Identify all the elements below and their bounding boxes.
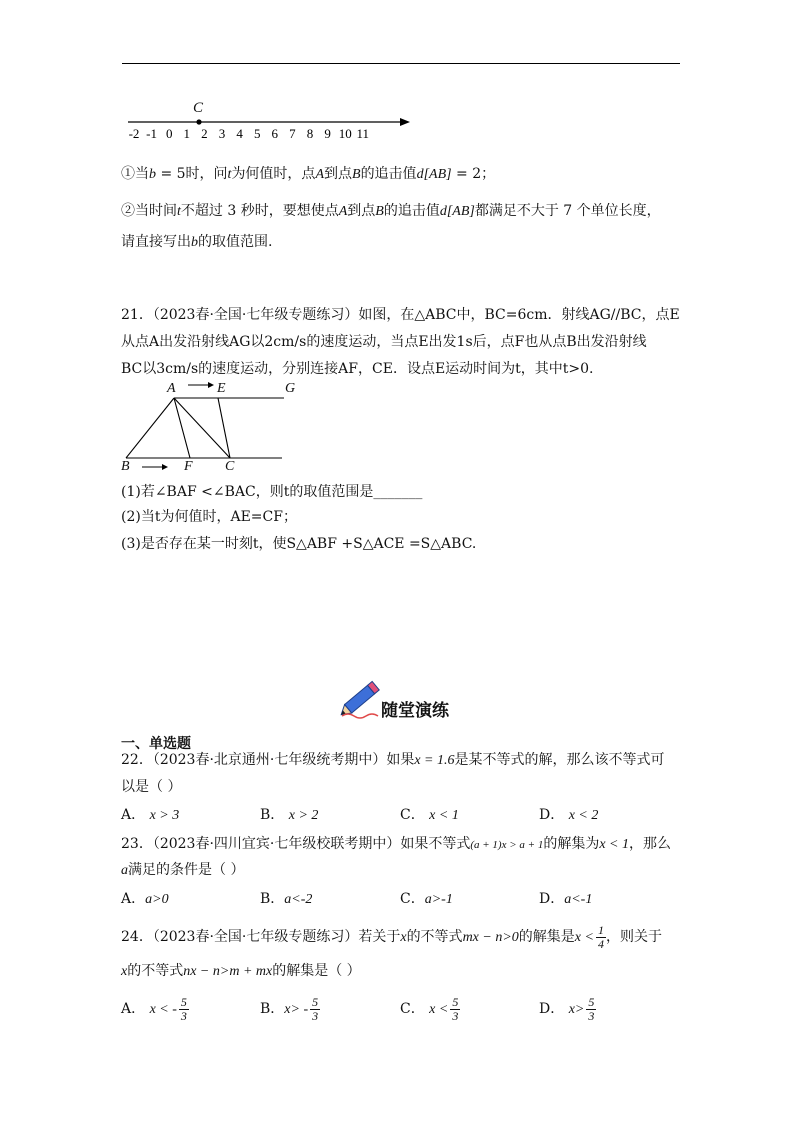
q22-option-a: A． x > 3	[121, 807, 180, 823]
fig-label-b: B	[121, 459, 130, 474]
q23-option-d: D．a<-1	[539, 891, 593, 907]
q24-option-d: D． x> $\frac{5}{3}$	[539, 994, 595, 1023]
arrow-f-icon	[142, 464, 168, 470]
q21-sub3: (3)是否存在某一时刻t，使S△ABF +S△ACE =S△ABC.	[121, 536, 477, 552]
header-rule	[122, 63, 680, 64]
q22-option-d: D． x < 2	[539, 807, 599, 823]
q20-part2: ②当时间t不超过 3 秒时，要想使点A到点B的追击值d[AB]都满足不大于 7 个单位长度，	[121, 203, 661, 219]
q20-part3: 请直接写出b的取值范围.	[121, 234, 273, 250]
q23-line2: a满足的条件是（ ）	[121, 862, 245, 878]
q22-option-b: B． x > 2	[260, 807, 319, 823]
fig-label-a: A	[167, 381, 176, 396]
q21-line3: BC以3cm/s的速度运动，分别连接AF，CE．设点E运动时间为t，其中t>0.	[121, 361, 594, 377]
q24-option-b: B．x> - $\frac{5}{3}$	[260, 994, 319, 1023]
q20-part1: ①当b = 5时，问t为何值时，点A到点B的追击值d[AB] = 2；	[121, 166, 496, 182]
point-c-dot	[196, 119, 201, 124]
number-line-tick-label: 11	[356, 126, 370, 141]
q21-sub2: (2)当t为何值时，AE=CF；	[121, 509, 297, 525]
number-line-tick-label: 9	[324, 126, 331, 141]
q23-line1: 23．（2023春·四川宜宾·七年级校联考期中）如果不等式(a + 1)x > a + 1的解集为x < 1，那么	[121, 836, 671, 852]
q24-line1: 24．（2023春·全国·七年级专题练习）若关于x的不等式mx − n>0的解集是x < $\frac{1}{4}$ ，则关于	[121, 922, 662, 951]
number-line-tick-label: 6	[271, 126, 279, 141]
number-line-tick-label: 5	[253, 126, 261, 141]
number-line-tick-label: 0	[165, 126, 173, 141]
fig-label-c: C	[225, 459, 235, 474]
q24-option-c: C． x < $\frac{5}{3}$	[400, 994, 459, 1023]
q21-line2: 从点A出发沿射线AG以2cm/s的速度运动，当点E出发1s后，点F也从点B出发沿射线	[121, 334, 647, 350]
q22-line1: 22．（2023春·北京通州·七年级统考期中）如果x = 1.6是某不等式的解，那么该不等式可	[121, 752, 665, 768]
number-line-tick-label: 7	[289, 126, 296, 141]
q21-sub1: (1)若∠BAF <∠BAC，则t的取值范围是_______	[121, 484, 423, 500]
fig-label-e: E	[217, 381, 226, 396]
number-line-tick-label: 1	[183, 126, 191, 141]
fig-label-g: G	[285, 381, 296, 396]
fig-label-f: F	[184, 459, 193, 474]
q24-line2: x的不等式nx − n>m + mx的解集是（ ）	[121, 963, 361, 979]
banner-title: 随堂演练	[381, 701, 449, 721]
section-title: 一、单选题	[121, 736, 191, 752]
number-line	[120, 98, 410, 142]
number-line-tick-label: 10	[338, 126, 352, 141]
number-line-tick-label: 4	[236, 126, 243, 141]
arrow-e-icon	[188, 382, 214, 388]
number-line-tick-label: 8	[306, 126, 314, 141]
number-line-tick-label: 3	[218, 126, 226, 141]
number-line-tick-label: -1	[146, 126, 158, 141]
q24-option-a: A． x < - $\frac{5}{3}$	[121, 994, 187, 1023]
q23-option-b: B．a<-2	[260, 891, 313, 907]
q23-option-a: A．a>0	[121, 891, 169, 907]
q23-option-c: C．a>-1	[400, 891, 453, 907]
number-line-tick-label: 2	[201, 126, 208, 141]
number-line-point-label: C	[193, 100, 204, 116]
q21-line1: 21．（2023春·全国·七年级专题练习）如图，在△ABC中，BC=6cm．射线AG//BC，点E	[121, 307, 680, 323]
number-line-tick-label: -2	[128, 126, 140, 141]
q22-option-c: C． x < 1	[400, 807, 459, 823]
triangle-figure	[118, 378, 308, 478]
q22-line2: 以是（ ）	[121, 779, 182, 795]
q24-fraction: $\frac{1}{4}$	[597, 922, 604, 951]
